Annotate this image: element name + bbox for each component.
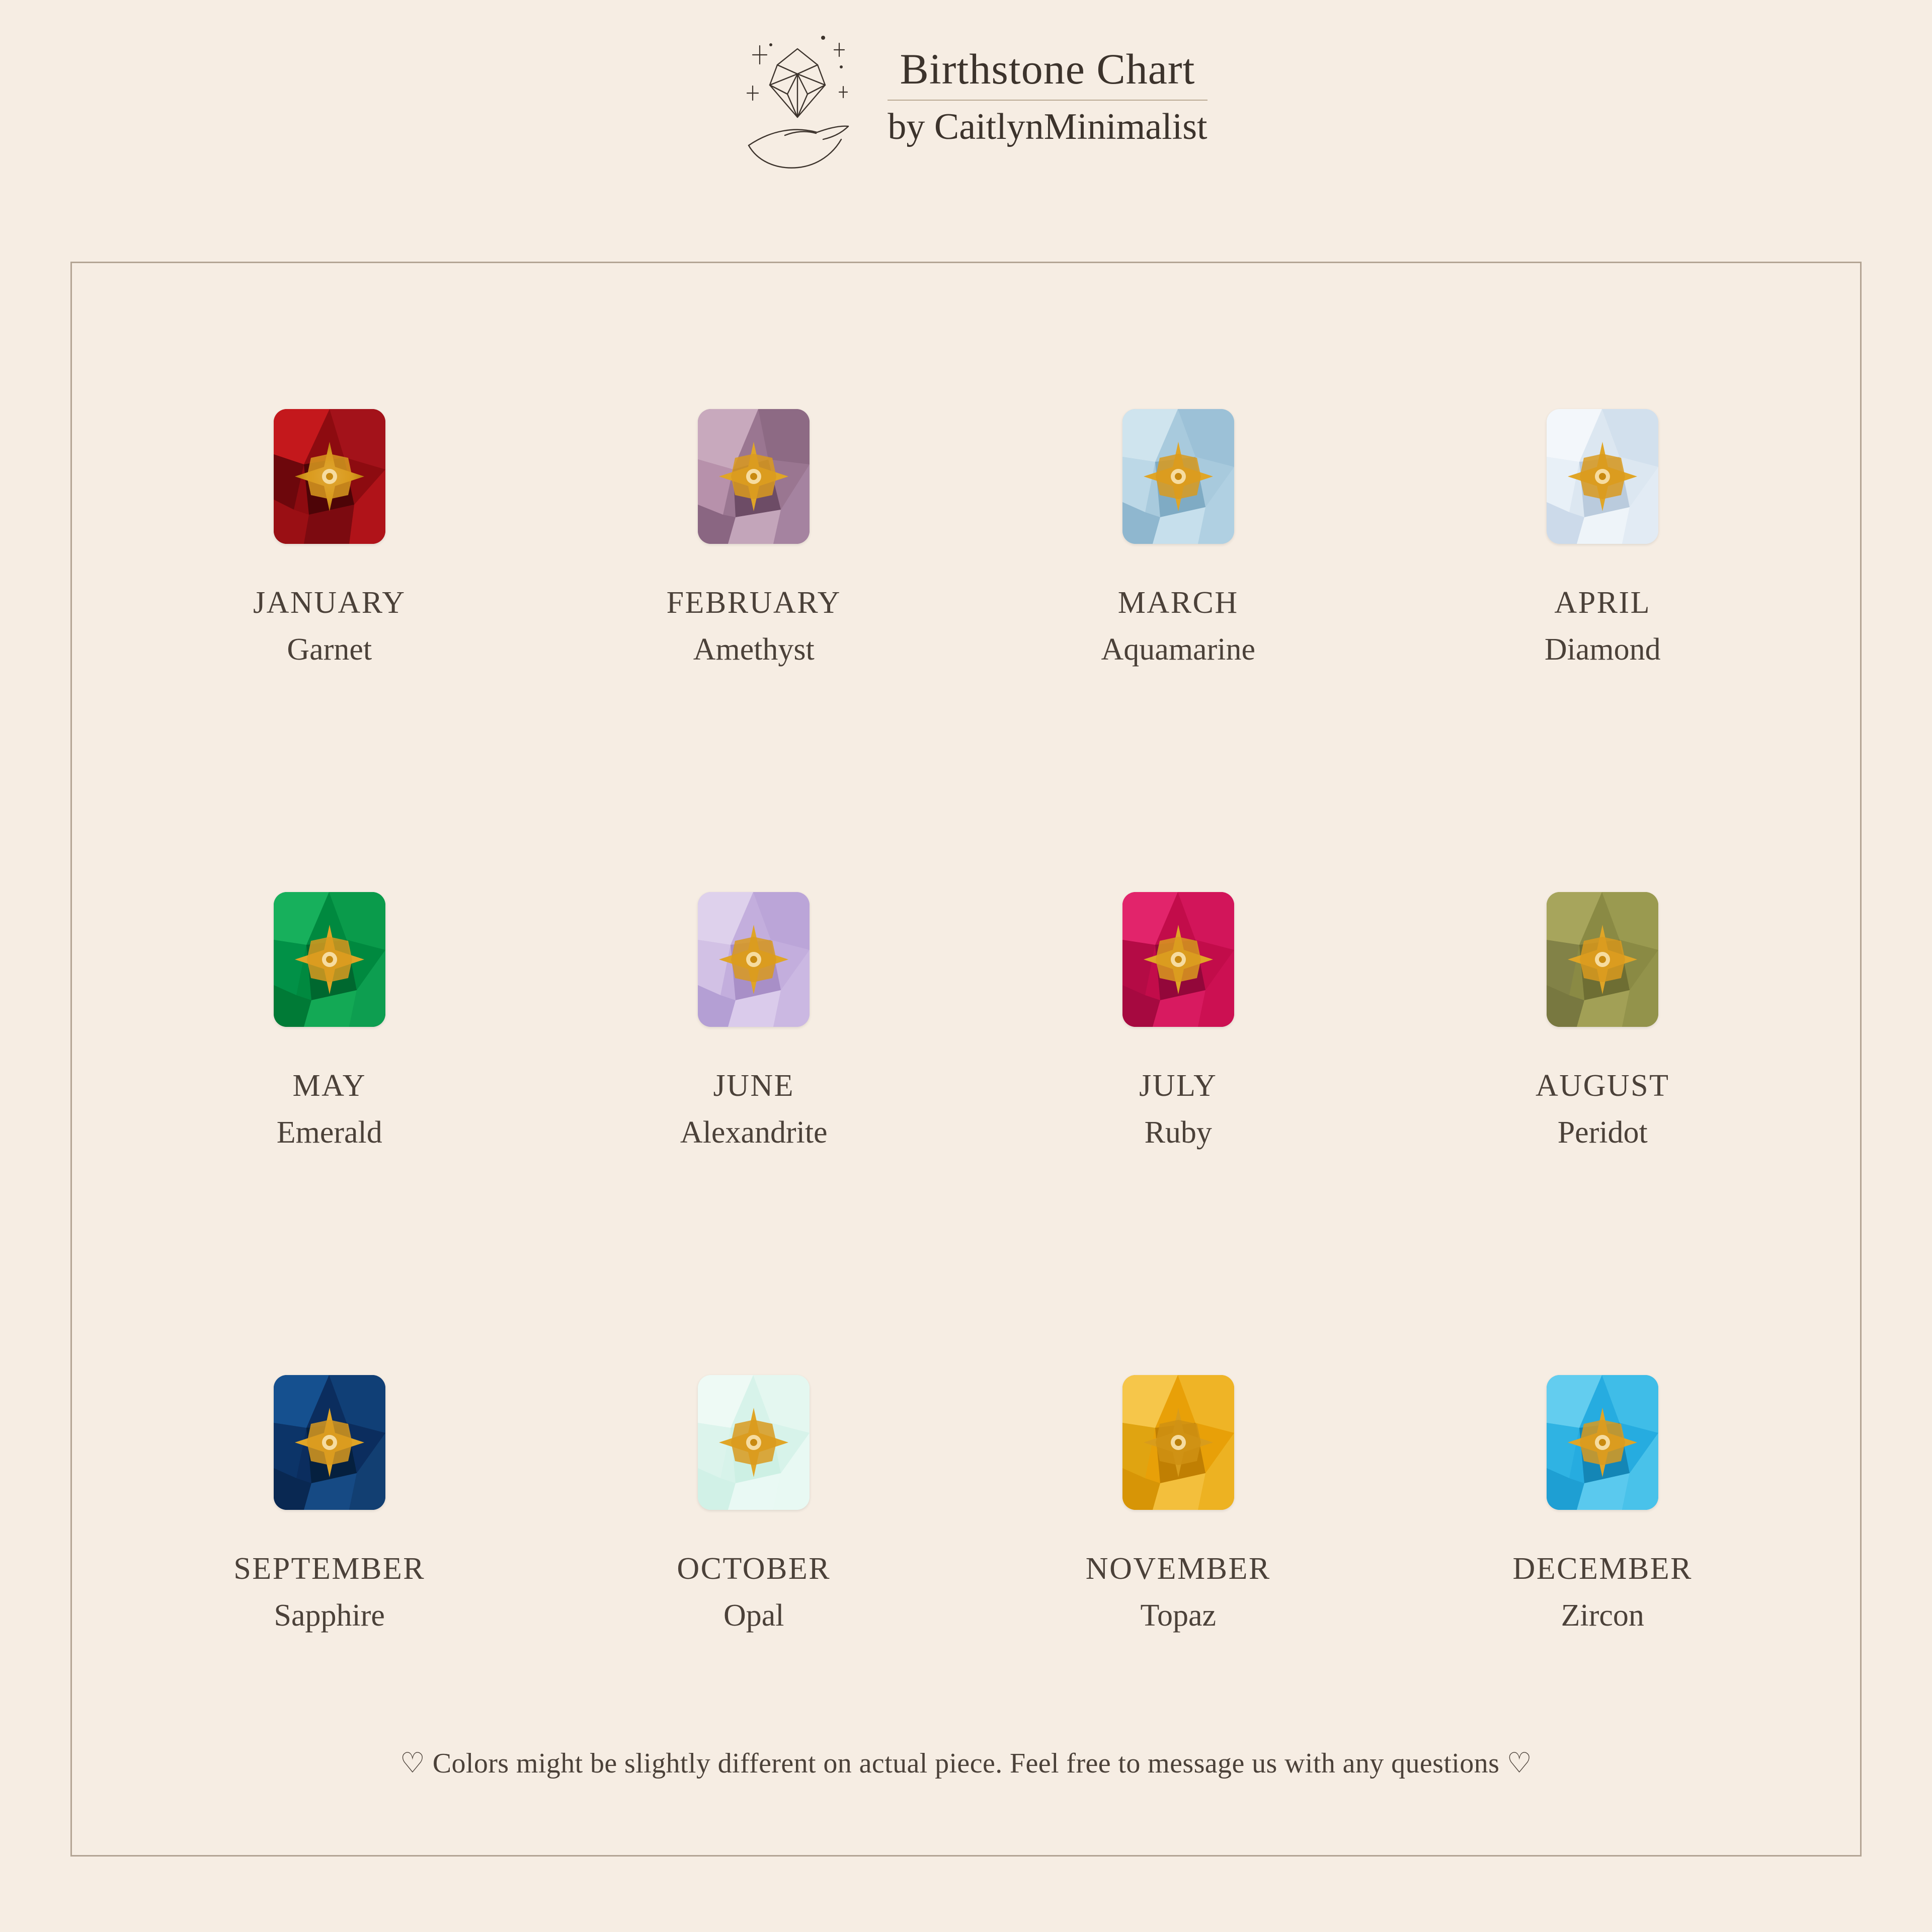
list-item [542, 409, 967, 892]
month-label: AUGUST [1536, 1069, 1670, 1103]
heart-gem-in-hand-icon [725, 19, 870, 185]
list-item [117, 892, 542, 1375]
stone-labels [253, 583, 406, 670]
chart-frame [70, 262, 1862, 1857]
star-charm-icon [1141, 439, 1216, 514]
gem-opal-icon [698, 1375, 810, 1510]
month-label: JANUARY [253, 586, 406, 620]
gem-label: Opal [723, 1598, 784, 1633]
title-block [888, 46, 1207, 157]
stone-labels [1512, 1549, 1693, 1636]
star-charm-icon [1141, 922, 1216, 997]
birthstone-grid [72, 409, 1860, 1858]
star-charm-icon [292, 1405, 367, 1480]
month-label: MAY [292, 1069, 366, 1103]
gem-label: Amethyst [693, 632, 815, 667]
chart-header [0, 0, 1932, 166]
stone-labels [667, 583, 841, 670]
page-subtitle: by CaitlynMinimalist [888, 106, 1208, 148]
gem-garnet-icon [274, 409, 385, 544]
stone-labels [1545, 583, 1661, 670]
gem-amethyst-icon [698, 409, 810, 544]
star-charm-icon [1565, 1405, 1640, 1480]
stone-labels [1139, 1066, 1217, 1153]
gem-sapphire-icon [274, 1375, 385, 1510]
page-title: Birthstone Chart [900, 45, 1195, 93]
gem-label: Ruby [1144, 1115, 1212, 1150]
gem-peridot-icon [1547, 892, 1658, 1027]
gem-label: Emerald [276, 1115, 382, 1150]
list-item [1391, 1375, 1815, 1858]
list-item [966, 1375, 1391, 1858]
list-item [117, 409, 542, 892]
star-charm-icon [292, 439, 367, 514]
month-label: DECEMBER [1512, 1552, 1693, 1586]
star-charm-icon [716, 439, 791, 514]
month-label: APRIL [1554, 586, 1651, 620]
list-item [966, 892, 1391, 1375]
star-charm-icon [292, 922, 367, 997]
star-charm-icon [716, 1405, 791, 1480]
month-label: JULY [1139, 1069, 1218, 1103]
month-label: NOVEMBER [1085, 1552, 1271, 1586]
gem-label: Diamond [1544, 632, 1661, 667]
gem-aquamarine-icon [1122, 409, 1234, 544]
month-label: JUNE [713, 1069, 795, 1103]
gem-label: Garnet [287, 632, 372, 667]
list-item [542, 1375, 967, 1858]
month-label: SEPTEMBER [233, 1552, 426, 1586]
list-item [117, 1375, 542, 1858]
star-charm-icon [1565, 922, 1640, 997]
month-label: MARCH [1117, 586, 1239, 620]
gem-label: Peridot [1557, 1115, 1648, 1150]
month-label: FEBRUARY [666, 586, 841, 620]
gem-topaz-icon [1122, 1375, 1234, 1510]
star-charm-icon [716, 922, 791, 997]
gem-alexandrite-icon [698, 892, 810, 1027]
stone-labels [677, 1549, 831, 1636]
list-item [966, 409, 1391, 892]
star-charm-icon [1565, 439, 1640, 514]
stone-labels [680, 1066, 828, 1153]
list-item [542, 892, 967, 1375]
stone-labels [1101, 583, 1255, 670]
gem-emerald-icon [274, 892, 385, 1027]
gem-label: Topaz [1140, 1598, 1217, 1633]
stone-labels [277, 1066, 382, 1153]
gem-zircon-icon [1547, 1375, 1658, 1510]
disclaimer-note: ♡ Colors might be slightly different on actual piece. Feel free to message us with any questions ♡ [399, 1748, 1533, 1779]
star-charm-icon [1141, 1405, 1216, 1480]
gem-label: Aquamarine [1101, 632, 1255, 667]
stone-labels [233, 1549, 425, 1636]
list-item [1391, 409, 1815, 892]
list-item [1391, 892, 1815, 1375]
stone-labels [1086, 1549, 1271, 1636]
gem-diamond-icon [1547, 409, 1658, 544]
gem-label: Alexandrite [680, 1115, 828, 1150]
title-divider [888, 100, 1207, 101]
month-label: OCTOBER [677, 1552, 831, 1586]
gem-ruby-icon [1122, 892, 1234, 1027]
stone-labels [1536, 1066, 1669, 1153]
gem-label: Zircon [1561, 1598, 1644, 1633]
gem-label: Sapphire [274, 1598, 385, 1633]
